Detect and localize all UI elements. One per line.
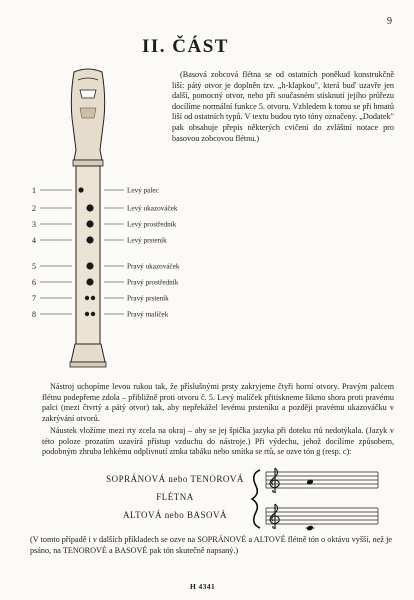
hole-number-4 bbox=[32, 236, 72, 245]
lower-staff bbox=[266, 508, 378, 524]
svg-text:3: 3 bbox=[32, 220, 36, 229]
finger-label-5 bbox=[104, 263, 180, 271]
hole-number-8 bbox=[32, 310, 72, 319]
svg-text:2: 2 bbox=[32, 204, 36, 213]
svg-text:Pravý prsteník: Pravý prsteník bbox=[127, 294, 169, 303]
finger-hole-8a bbox=[85, 312, 89, 316]
recorder-body bbox=[76, 166, 100, 344]
svg-text:Pravý malíček: Pravý malíček bbox=[127, 310, 169, 319]
instructions-paragraph-1: Nástroj uchopíme levou rukou tak, že příslušnými prsty zakryjeme čtyři horní otvory. Pravým palcem flétnu podepřeme zdola – přibližně proti otvoru č. 5. Levý malíček přitiskneme šikmo shora proti pravému palci (mezi čtvrtý a pátý otvor) tak, aby nepřekážel levému prsteníku a později pravému ukazováčku v zakrývání otvorů. bbox=[42, 382, 394, 424]
finger-label-8 bbox=[104, 311, 169, 319]
page-number: 9 bbox=[387, 16, 392, 27]
recorder-joint bbox=[73, 160, 103, 166]
svg-text:1: 1 bbox=[32, 186, 36, 195]
finger-label-7 bbox=[104, 295, 169, 303]
svg-text:8: 8 bbox=[32, 310, 36, 319]
svg-text:4: 4 bbox=[32, 236, 36, 245]
finger-label-6 bbox=[104, 279, 179, 287]
staff-brace bbox=[252, 470, 260, 528]
music-staves bbox=[248, 466, 388, 532]
hole-number-2 bbox=[32, 204, 72, 213]
hole-number-3 bbox=[32, 220, 72, 229]
svg-text:7: 7 bbox=[32, 294, 36, 303]
footnote: (V tomto případě i v dalších příkladech se ozve na SOPRÁNOVÉ a ALTOVÉ flétně tón o oktávu vyšší, než je psáno, na TENOROVÉ a BASOVÉ pak tón skutečně napsaný.) bbox=[30, 535, 392, 555]
finger-hole-4 bbox=[86, 236, 93, 243]
intro-text: (Basová zobcová flétna se od ostatních poněkud konstrukčně liší: pátý otvor je doplněn tzv. „h-klapkou", která buď uzavře jen další, pomocný otvor, nebo při současném stisknutí jejího průřezu docílíme normální funkce 5. otvoru. Vzhledem k tomu se při hmatů liší od ostatních typů. V textu budou tyto tóny označeny. „Dodatek" pak obsahuje přepis některých cvičení do zvláštní notace pro basovou zobcovou flétnu.) bbox=[172, 70, 394, 143]
finger-hole-5 bbox=[86, 262, 93, 269]
svg-text:6: 6 bbox=[32, 278, 36, 287]
hole-number-6 bbox=[32, 278, 72, 287]
label-flute: FLÉTNA bbox=[156, 492, 194, 502]
label-alto-bass: ALTOVÁ nebo BASOVÁ bbox=[122, 510, 227, 520]
label-soprano-tenor: SOPRÁNOVÁ nebo TENOROVÁ bbox=[106, 474, 244, 484]
finger-hole-2 bbox=[86, 204, 93, 211]
hole-number-5 bbox=[32, 262, 72, 271]
finger-label-4 bbox=[104, 237, 167, 245]
instructions-paragraph-2: Náustek vložíme mezi rty zcela na okraj – aby se jej špička jazyka při doteku rtů nedotýkala. (Jazyk v této poloze prozatím uzavírá přístup vzduchu do nástroje.) Při výdechu, jehož docílíme způsobem, podobným zhruba lehkému odplivnutí zrnka tabáku nebo smítka se rtů, se ozve tón g (resp. c): bbox=[42, 425, 394, 457]
thumb-hole bbox=[78, 187, 83, 192]
svg-text:Levý palec: Levý palec bbox=[127, 186, 159, 195]
hole-number-1 bbox=[32, 186, 72, 195]
note-c bbox=[306, 525, 314, 532]
finger-hole-8b bbox=[91, 312, 95, 316]
hole-number-7 bbox=[32, 294, 72, 303]
finger-hole-6 bbox=[86, 278, 93, 285]
svg-text:Levý prsteník: Levý prsteník bbox=[127, 236, 167, 245]
finger-hole-7a bbox=[85, 296, 89, 300]
svg-text:Pravý ukazováček: Pravý ukazováček bbox=[127, 262, 180, 271]
svg-text:Pravý prostředník: Pravý prostředník bbox=[127, 278, 179, 287]
finger-hole-3 bbox=[86, 220, 93, 227]
finger-label-2 bbox=[104, 205, 178, 213]
svg-text:5: 5 bbox=[32, 262, 36, 271]
svg-text:Levý prostředník: Levý prostředník bbox=[127, 220, 177, 229]
recorder-window bbox=[80, 90, 96, 98]
finger-hole-7b bbox=[91, 296, 95, 300]
svg-text:Levý ukazováček: Levý ukazováček bbox=[127, 204, 178, 213]
instrument-labels bbox=[80, 470, 270, 524]
instructions-text bbox=[42, 382, 394, 459]
catalog-code: H 4341 bbox=[190, 582, 216, 591]
finger-label-1 bbox=[104, 187, 159, 195]
upper-staff bbox=[266, 472, 378, 488]
section-title: II. ČÁST bbox=[142, 36, 229, 57]
finger-label-3 bbox=[104, 221, 177, 229]
recorder-foot bbox=[71, 344, 105, 362]
